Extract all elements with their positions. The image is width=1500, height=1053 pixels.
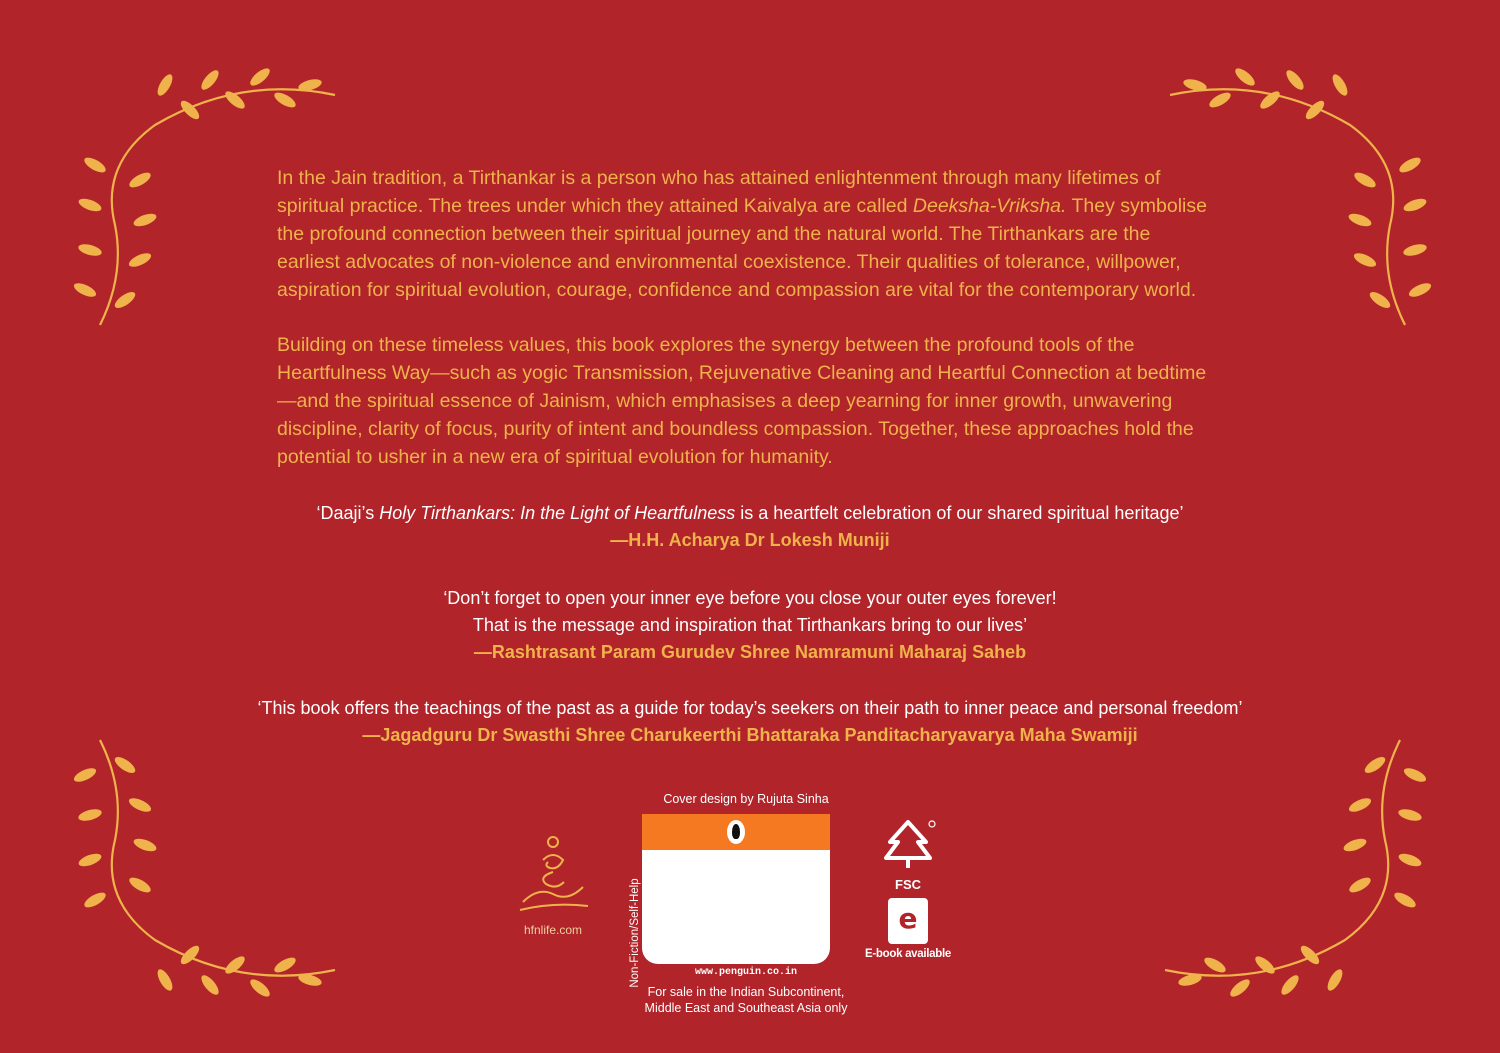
quote-text: ‘Daaji’s Holy Tirthankars: In the Light of Heartfulness is a heartfelt celebration of our shared spiritual heritage’	[316, 503, 1184, 523]
category-label: Non-Fiction/Self-Help	[629, 878, 641, 988]
publisher-block	[626, 792, 866, 1022]
endorsement-quote	[240, 500, 1260, 554]
cover-credit: Cover design by Rujuta Sinha	[663, 792, 829, 806]
description-paragraph-1: In the Jain tradition, a Tirthankar is a person who has attained enlightenment through many lifetimes of spiritual practice. The trees under which they attained Kaivalya are called Deeksha-Vriksha. They symbolise the profound connection between their spiritual journey and the natural world. The Tirthankars are the earliest advocates of non-violence and environmental coexistence. Their qualities of tolerance, willpower, aspiration for spiritual evolution, courage, confidence and compassion are vital for the contemporary world.	[277, 167, 1207, 301]
quote-text: ‘This book offers the teachings of the past as a guide for today’s seekers on their path to inner peace and personal freedom’	[257, 698, 1243, 718]
barcode-box	[642, 814, 830, 964]
quote-text: That is the message and inspiration that Tirthankars bring to our lives’	[472, 615, 1028, 635]
quote-text: ‘Don’t forget to open your inner eye before you close your outer eyes forever!	[443, 588, 1057, 608]
fsc-ebook-block	[863, 818, 953, 960]
description-paragraph-2: Building on these timeless values, this book explores the synergy between the profound tools of the Heartfulness Way—such as yogic Transmission, Rejuvenative Cleaning and Heartful Connection at bedtime—and the spiritual essence of Jainism, which emphasises a deep yearning for inner growth, unwavering discipline, clarity of focus, purity of intent and boundless compassion. Together, these approaches hold the potential to usher in a new era of spiritual evolution for humanity.	[277, 334, 1207, 468]
quote-attribution: —Rashtrasant Param Gurudev Shree Namramuni Maharaj Saheb	[473, 642, 1027, 662]
endorsement-quote	[240, 585, 1260, 666]
laurel-branch-icon	[60, 730, 350, 1010]
hfn-logo	[508, 832, 598, 937]
hfn-meditation-logo-icon	[508, 832, 598, 912]
fsc-label: FSC	[895, 877, 921, 892]
publisher-url: www.penguin.co.in	[694, 967, 798, 978]
quote-attribution: —H.H. Acharya Dr Lokesh Muniji	[610, 530, 890, 550]
italic-term: Deeksha-Vriksha.	[912, 195, 1067, 217]
penguin-logo-icon	[727, 820, 745, 844]
sale-territory-note: For sale in the Indian Subcontinent, Middle East and Southeast Asia only	[644, 985, 848, 1015]
penguin-band	[642, 814, 830, 850]
hfn-website: hfnlife.com	[523, 923, 583, 937]
endorsement-quote	[240, 695, 1260, 749]
laurel-branch-icon	[1150, 730, 1440, 1010]
quote-attribution: —Jagadguru Dr Swasthi Shree Charukeerthi Bhattaraka Panditacharyavarya Maha Swamiji	[362, 725, 1138, 745]
book-description	[277, 164, 1217, 498]
fsc-tree-icon	[878, 818, 938, 870]
ebook-label: E-book available	[865, 948, 951, 960]
ebook-icon: e	[888, 898, 928, 944]
